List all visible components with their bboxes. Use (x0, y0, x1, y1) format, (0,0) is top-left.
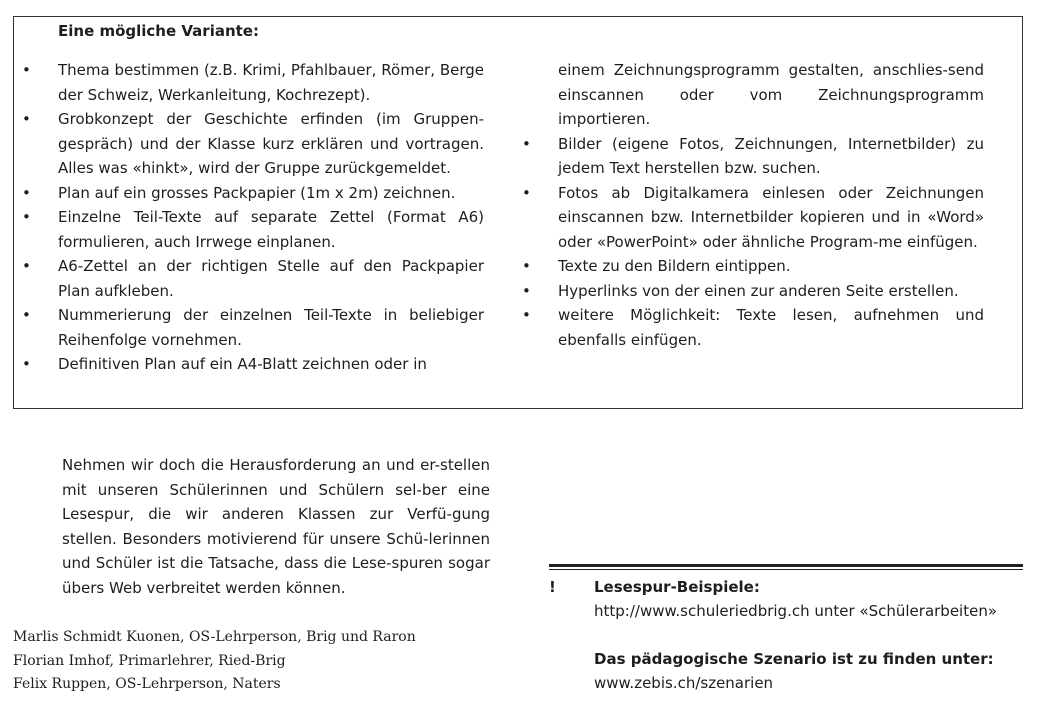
intro-paragraph: Nehmen wir doch die Herausforderung an und er-stellen mit unseren Schülerinnen und Schülern sel-ber eine Lesespur, die wir anderen Klassen zur Verfü-gung stellen. Besonders motivierend für unsere Schü-lerinnen und Schüler ist die Tatsache, dass die Lese-spuren sogar übers Web verbreitet werden können. (62, 456, 490, 597)
bullet-icon: • (522, 134, 531, 153)
right-column-list (522, 58, 984, 352)
list-item (22, 303, 484, 352)
box-title: Eine mögliche Variante: (58, 22, 259, 40)
examples-block (594, 575, 997, 695)
examples-heading: Lesespur-Beispiele: (594, 578, 760, 596)
list-item (558, 58, 984, 132)
list-item-text: Thema bestimmen (z.B. Krimi, Pfahlbauer, Römer, Berge der Schweiz, Werkanleitung, Kochrezept). (58, 61, 484, 104)
list-item (522, 303, 984, 352)
list-item-text: A6-Zettel an der richtigen Stelle auf den Packpapier Plan aufkleben. (58, 257, 484, 300)
list-item-text: einem Zeichnungsprogramm gestalten, anschlies-send einscannen oder vom Zeichnungsprogramm importieren. (558, 61, 984, 128)
authors-block (13, 626, 416, 697)
list-item-text: Grobkonzept der Geschichte erfinden (im Gruppen-gespräch) und der Klasse kurz erklären und vortragen. Alles was «hinkt», wird der Gruppe zurückgemeldet. (58, 110, 484, 177)
bullet-icon: • (22, 208, 31, 226)
divider-rule (549, 564, 1023, 570)
examples-link[interactable]: http://www.schuleriedbrig.ch unter «Schülerarbeiten» (594, 602, 998, 620)
left-column-list (22, 58, 484, 377)
scenario-link[interactable]: www.zebis.ch/szenarien (594, 674, 774, 692)
bullet-icon: • (22, 183, 31, 202)
list-item (22, 58, 484, 107)
bullet-icon: • (22, 257, 31, 275)
author-line: Florian Imhof, Primarlehrer, Ried-Brig (13, 652, 286, 669)
bullet-icon: • (22, 61, 31, 79)
list-item (22, 181, 484, 206)
list-item-text: Bilder (eigene Fotos, Zeichnungen, Internetbilder) zu jedem Text herstellen bzw. suchen. (558, 134, 984, 177)
bullet-icon: • (522, 281, 531, 300)
list-item-text: Fotos ab Digitalkamera einlesen oder Zeichnungen einscannen bzw. Internetbilder kopieren und in «Word» oder «PowerPoint» oder ähnliche Program-me einfügen. (558, 183, 984, 251)
bullet-icon: • (522, 306, 531, 324)
list-item (522, 279, 984, 304)
list-item-text: Definitiven Plan auf ein A4-Blatt zeichnen oder in (58, 355, 427, 373)
list-item (522, 254, 984, 279)
author-line: Felix Ruppen, OS-Lehrperson, Naters (13, 676, 281, 692)
list-item (22, 352, 484, 377)
list-item (522, 132, 984, 181)
bullet-icon: • (22, 110, 31, 128)
bullet-icon: • (22, 355, 31, 373)
exclamation-icon: ! (549, 578, 556, 596)
list-item (22, 107, 484, 181)
list-item (22, 254, 484, 303)
bullet-icon: • (522, 257, 531, 275)
list-item (22, 205, 484, 254)
list-item-text: Einzelne Teil-Texte auf separate Zettel (Format A6) formulieren, auch Irrwege einplanen. (58, 208, 484, 251)
bullet-icon: • (522, 183, 531, 202)
scenario-heading: Das pädagogische Szenario ist zu finden unter: (594, 650, 994, 668)
list-item-text: Nummerierung der einzelnen Teil-Texte in beliebiger Reihenfolge vornehmen. (58, 306, 484, 349)
list-item-text: Plan auf ein grosses Packpapier (1m x 2m) zeichnen. (58, 183, 456, 202)
list-item-text: Texte zu den Bildern eintippen. (558, 257, 791, 275)
list-item-text: Hyperlinks von der einen zur anderen Seite erstellen. (558, 281, 959, 300)
list-item-text: weitere Möglichkeit: Texte lesen, aufnehmen und ebenfalls einfügen. (558, 306, 984, 349)
author-line: Marlis Schmidt Kuonen, OS-Lehrperson, Brig und Raron (13, 629, 416, 645)
bullet-icon: • (22, 306, 31, 324)
list-item (522, 181, 984, 255)
